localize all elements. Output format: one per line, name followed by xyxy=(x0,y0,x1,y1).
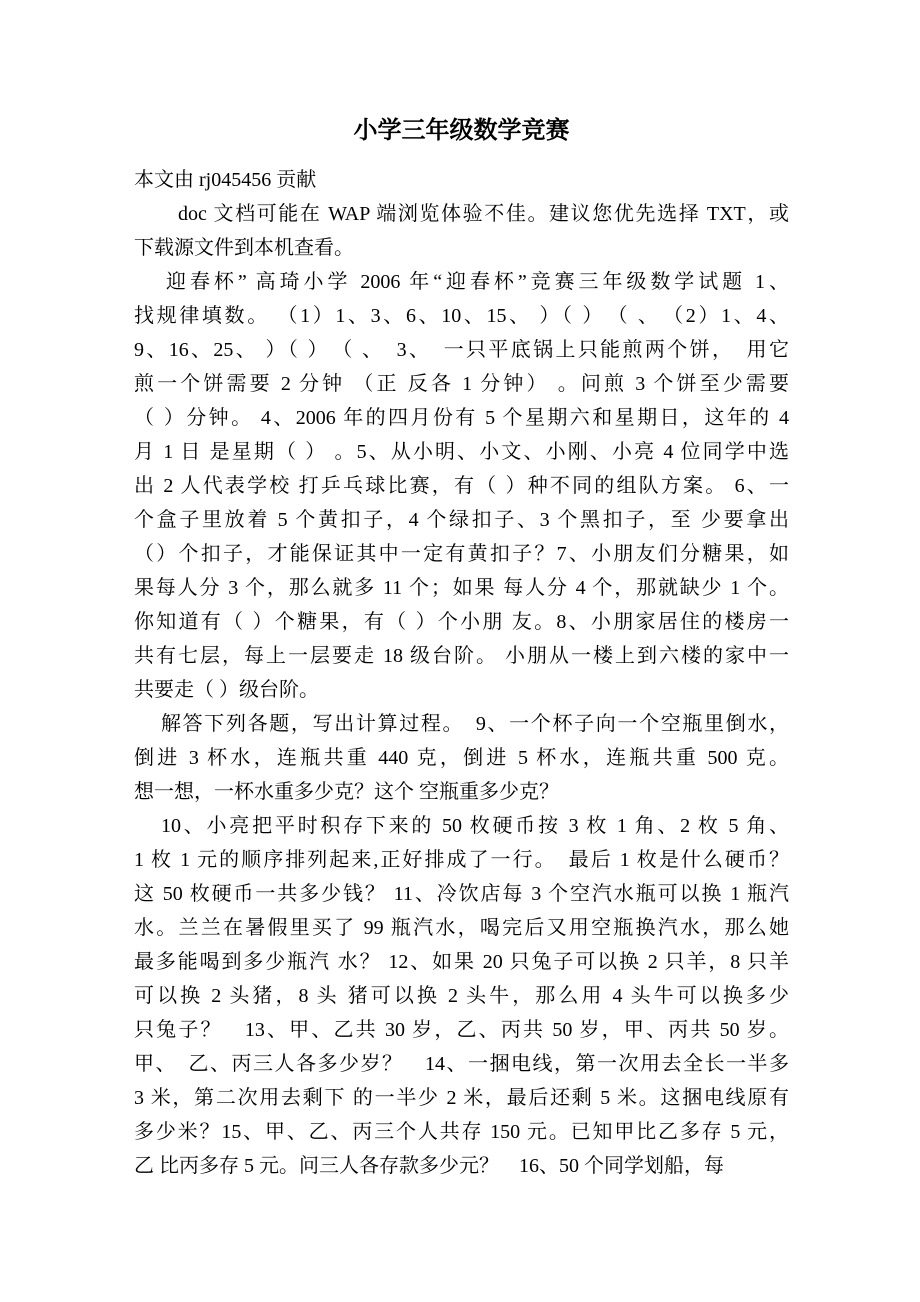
text-line: 只兔子？ 13、甲、乙共 30 岁，乙、丙共 50 岁，甲、丙共 50 岁。 xyxy=(134,1019,789,1041)
text-line: 多少米？15、甲、乙、丙三个人共存 150 元。已知甲比乙多存 5 元， xyxy=(134,1121,789,1143)
text-line: （ ）分钟。 4、2006 年的四月份有 5 个星期六和星期日，这年的 4 xyxy=(134,407,789,429)
text-line: 出 2 人代表学校 打乒乓球比赛，有（ ）种不同的组队方案。 6、一 xyxy=(134,475,789,497)
text-line: 果每人分 3 个，那么就多 11 个；如果 每人分 4 个，那就缺少 1 个。 xyxy=(134,577,789,599)
text-line: 共要走（ ）级台阶。 xyxy=(134,679,319,701)
text-line: 解答下列各题，写出计算过程。 9、一个杯子向一个空瓶里倒水， xyxy=(161,713,789,735)
text-line: 找规律填数。 （1）1、3、6、10、15、 ）（ ） （ 、 （2）1、4、 xyxy=(134,305,789,327)
text-line: 3 米，第二次用去剩下 的一半少 2 米，最后还剩 5 米。这捆电线原有 xyxy=(134,1087,789,1109)
text-line: 共有七层，每上一层要走 18 级台阶。 小朋从一楼上到六楼的家中一 xyxy=(134,645,789,667)
document-title: 小学三年级数学竞赛 xyxy=(353,118,570,144)
text-line: 水。兰兰在暑假里买了 99 瓶汽水，喝完后又用空瓶换汽水，那么她 xyxy=(134,917,789,939)
text-line: 1 枚 1 元的顺序排列起来,正好排成了一行。 最后 1 枚是什么硬币？ xyxy=(134,849,789,871)
text-line: 本文由 rj045456 贡献 xyxy=(134,169,317,191)
text-line: 最多能喝到多少瓶汽 水？ 12、如果 20 只兔子可以换 2 只羊，8 只羊 xyxy=(134,951,789,973)
text-line: 10、小亮把平时积存下来的 50 枚硬币按 3 枚 1 角、2 枚 5 角、 xyxy=(161,815,789,837)
text-line: （）个扣子，才能保证其中一定有黄扣子？7、小朋友们分糖果，如 xyxy=(134,543,789,565)
text-line: 想一想，一杯水重多少克？这个 空瓶重多少克？ xyxy=(134,781,559,803)
text-line: 9、16、25、 ）（ ） （ 、 3、 一只平底锅上只能煎两个饼， 用它 xyxy=(134,339,789,361)
text-line: 下载源文件到本机查看。 xyxy=(134,237,354,259)
text-line: 这 50 枚硬币一共多少钱？ 11、冷饮店每 3 个空汽水瓶可以换 1 瓶汽 xyxy=(134,883,789,905)
text-line: 个盒子里放着 5 个黄扣子，4 个绿扣子、3 个黑扣子，至 少要拿出 xyxy=(134,509,789,531)
document-body xyxy=(134,163,789,1183)
text-line: doc 文档可能在 WAP 端浏览体验不佳。建议您优先选择 TXT，或 xyxy=(178,203,789,225)
text-line: 倒进 3 杯水，连瓶共重 440 克，倒进 5 杯水，连瓶共重 500 克。 xyxy=(134,747,789,769)
text-line: 甲、 乙、丙三人各多少岁？ 14、一捆电线，第一次用去全长一半多 xyxy=(134,1053,789,1075)
text-line: 月 1 日 是星期（ ） 。5、从小明、小文、小刚、小亮 4 位同学中选 xyxy=(134,441,789,463)
text-line: 乙 比丙多存 5 元。问三人各存款多少元？ 16、50 个同学划船，每 xyxy=(134,1155,724,1177)
text-line: 迎春杯” 高琦小学 2006 年“迎春杯”竞赛三年级数学试题 1、 xyxy=(166,271,789,293)
text-line: 可以换 2 头猪，8 头 猪可以换 2 头牛，那么用 4 头牛可以换多少 xyxy=(134,985,789,1007)
text-line: 你知道有（ ）个糖果，有（ ）个小朋 友。8、小朋家居住的楼房一 xyxy=(134,611,789,633)
text-line: 煎一个饼需要 2 分钟 （正 反各 1 分钟） 。问煎 3 个饼至少需要 xyxy=(134,373,789,395)
